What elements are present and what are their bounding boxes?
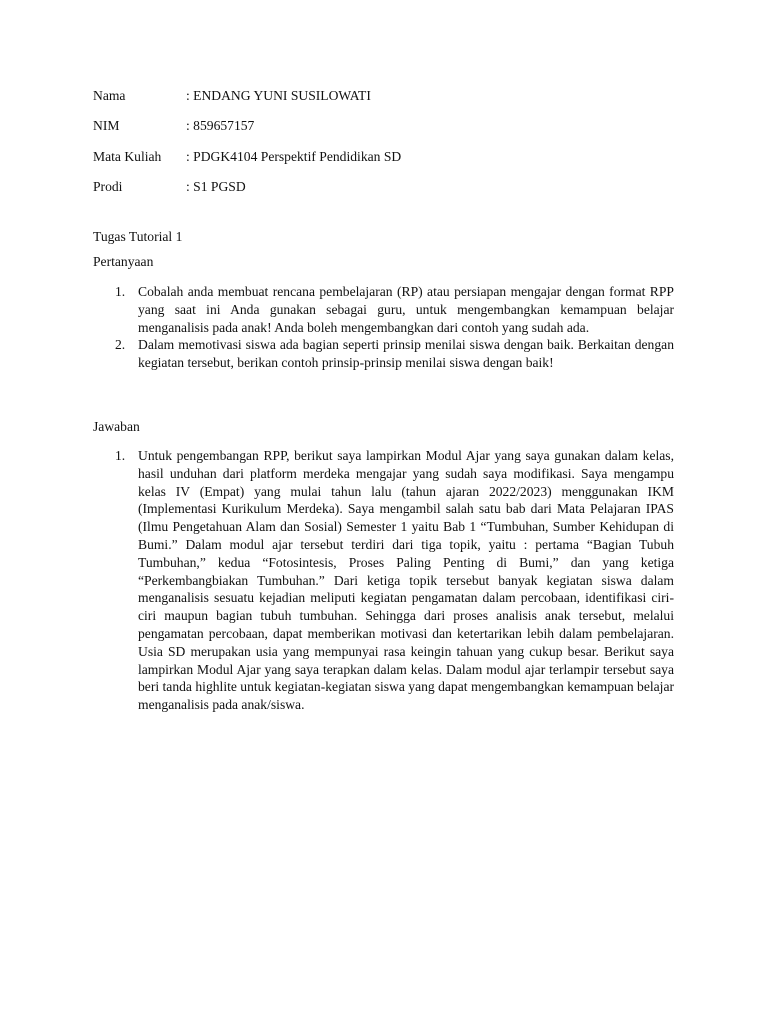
answers-heading: Jawaban xyxy=(93,419,140,434)
question-text: Dalam memotivasi siswa ada bagian seperti prinsip menilai siswa dengan baik. Berkaitan dengan kegiatan tersebut, berikan contoh prinsip-prinsip menilai siswa dengan baik! xyxy=(138,337,674,371)
list-item xyxy=(93,336,674,372)
list-item xyxy=(93,447,674,714)
prodi-label: Prodi xyxy=(93,178,123,194)
nim-value: : 859657157 xyxy=(186,118,255,134)
identity-row-nim xyxy=(93,117,693,135)
assignment-title: Tugas Tutorial 1 xyxy=(93,229,183,244)
answers-list xyxy=(93,447,674,714)
questions-list xyxy=(93,283,674,372)
question-text: Cobalah anda membuat rencana pembelajaran (RP) atau persiapan mengajar dengan format RPP yang saat ini Anda gunakan sebagai guru, untuk mengembangkan kemampuan belajar menganalisis pada anak! Anda boleh mengembangkan dari contoh yang sudah ada. xyxy=(138,284,674,335)
nama-label: Nama xyxy=(93,88,126,103)
question-number: 1. xyxy=(115,284,126,299)
identity-row-nama xyxy=(93,87,693,105)
identity-block xyxy=(93,87,693,208)
questions-heading: Pertanyaan xyxy=(93,254,154,269)
answer-text: Untuk pengembangan RPP, berikut saya lampirkan Modul Ajar yang saya gunakan dalam kelas, hasil unduhan dari platform merdeka mengajar yang sudah saya modifikasi. Saya mengampu kelas IV (Empat) yang mulai tahun lalu (tahun ajaran 2022/2023) menggunakan IKM (Implementasi Kurikulum Merdeka). Saya mengambil salah satu bab dari Mata Pelajaran IPAS (Ilmu Pengetahuan Alam dan Sosial) Semester 1 yaitu Bab 1 “Tumbuhan, Sumber Kehidupan di Bumi.” Dalam modul ajar tersebut terdiri dari tiga topik, yaitu : pertama “Bagian Tubuh Tumbuhan,” kedua “Fotosintesis, Proses Paling Penting di Bumi,” dan yang ketiga “Perkembangbiakan Tumbuhan.” Dari ketiga topik tersebut banyak kegiatan siswa dalam menganalisis sesuatu kejadian meliputi kegiatan pengamatan dalam percobaan, identifikasi ciri-ciri maupun bagian tubuh tumbuhan. Sehingga dari proses analisis anak tersebut, melalui pengamatan percobaan, dapat memberikan motivasi dan ketertarikan lebih dalam pembelajaran. Usia SD merupakan usia yang mempunyai rasa keingin tahuan yang cukup besar. Berikut saya lampirkan Modul Ajar yang saya terapkan dalam kelas. Dalam modul ajar terlampir tersebut saya beri tanda highlite untuk kegiatan-kegiatan siswa yang dapat mengembangkan kemampuan belajar menganalisis pada anak/siswa. xyxy=(138,448,675,713)
prodi-value: : S1 PGSD xyxy=(186,178,246,194)
identity-row-mata-kuliah xyxy=(93,148,693,166)
question-number: 2. xyxy=(115,337,126,353)
list-item xyxy=(93,283,674,336)
nama-value: : ENDANG YUNI SUSILOWATI xyxy=(186,88,371,103)
mata-kuliah-value: : PDGK4104 Perspektif Pendidikan SD xyxy=(186,148,402,164)
identity-row-prodi xyxy=(93,178,693,196)
answer-number: 1. xyxy=(115,448,126,463)
mata-kuliah-label: Mata Kuliah xyxy=(93,148,162,164)
nim-label: NIM xyxy=(93,118,120,134)
